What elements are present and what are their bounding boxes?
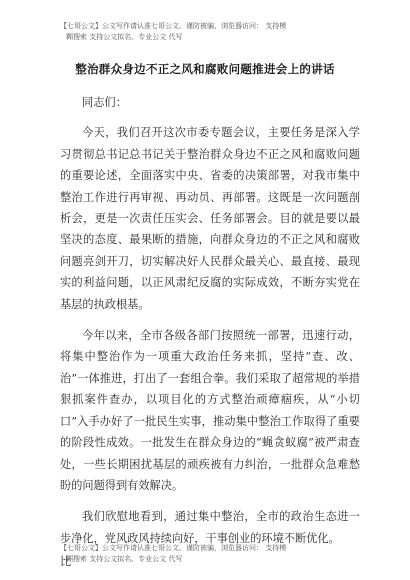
footer-banner [60,543,360,565]
header-banner-line-1: 【七哥公文】公文写作请认准七哥公文、谨防被骗，浏览器访问： 支持模 [60,22,287,30]
header-banner [60,21,360,43]
paragraph-3: 我们欣慰地看到，通过集中整治，全市的政治生态进一步净化，党风政风持续向好，干事创业的环境不断优化。 [60,510,360,545]
header-banner-line-2: 糊搜索 支持公文拟名、专业公文 代写 [66,33,183,41]
document-body [60,92,360,573]
document-title: 整治群众身边不正之风和腐败问题推进会上的讲话 [75,62,335,76]
paragraph-2: 今年以来，全市各级各部门按照统一部署，迅速行动，将集中整治作为一项重大政治任务来抓，坚持“查、改、治”一体推进，打出了一套组合拳。我们采取了超常规的举措狠抓案件查办，以项目化的方式整治顽瘴痼疾，从“小切口”入手办好了一批民生实事，推动集中整治工作取得了重要的阶段性成效。一批发生在群众身边的“蝇贪蚁腐”被严肃查处，一些长期困扰基层的顽疾被有力纠治，一批群众急难愁盼的问题得到有效解决。 [60,329,360,492]
trailing-text: 比 [60,555,72,569]
salutation: 同志们： [82,96,127,109]
paragraph-1: 今天，我们召开这次市委专题会议，主要任务是深入学习贯彻总书记总书记关于整治群众身边不正之风和腐败问题的重要论述，全面落实中央、省委的决策部署，对我市集中整治工作进行再审视、再动员、再部署。这既是一次问题剖析会，更是一次责任压实会、任务部署会。目的就是要以最坚决的态度、最果断的措施，向群众身边的不正之风和腐败问题亮剑开刀，切实解决好人民群众最关心、最直接、最现实的利益问题，以正风肃纪反腐的实际成效，不断夯实党在基层的执政根基。 [60,126,360,311]
footer-banner-line-2: 糊搜索 支持公文拟名、专业公文 代写 [66,555,183,563]
footer-banner-line-1: 【七哥公文】公文写作请认准七哥公文、谨防被骗，浏览器访问： 支持模 [60,544,287,552]
